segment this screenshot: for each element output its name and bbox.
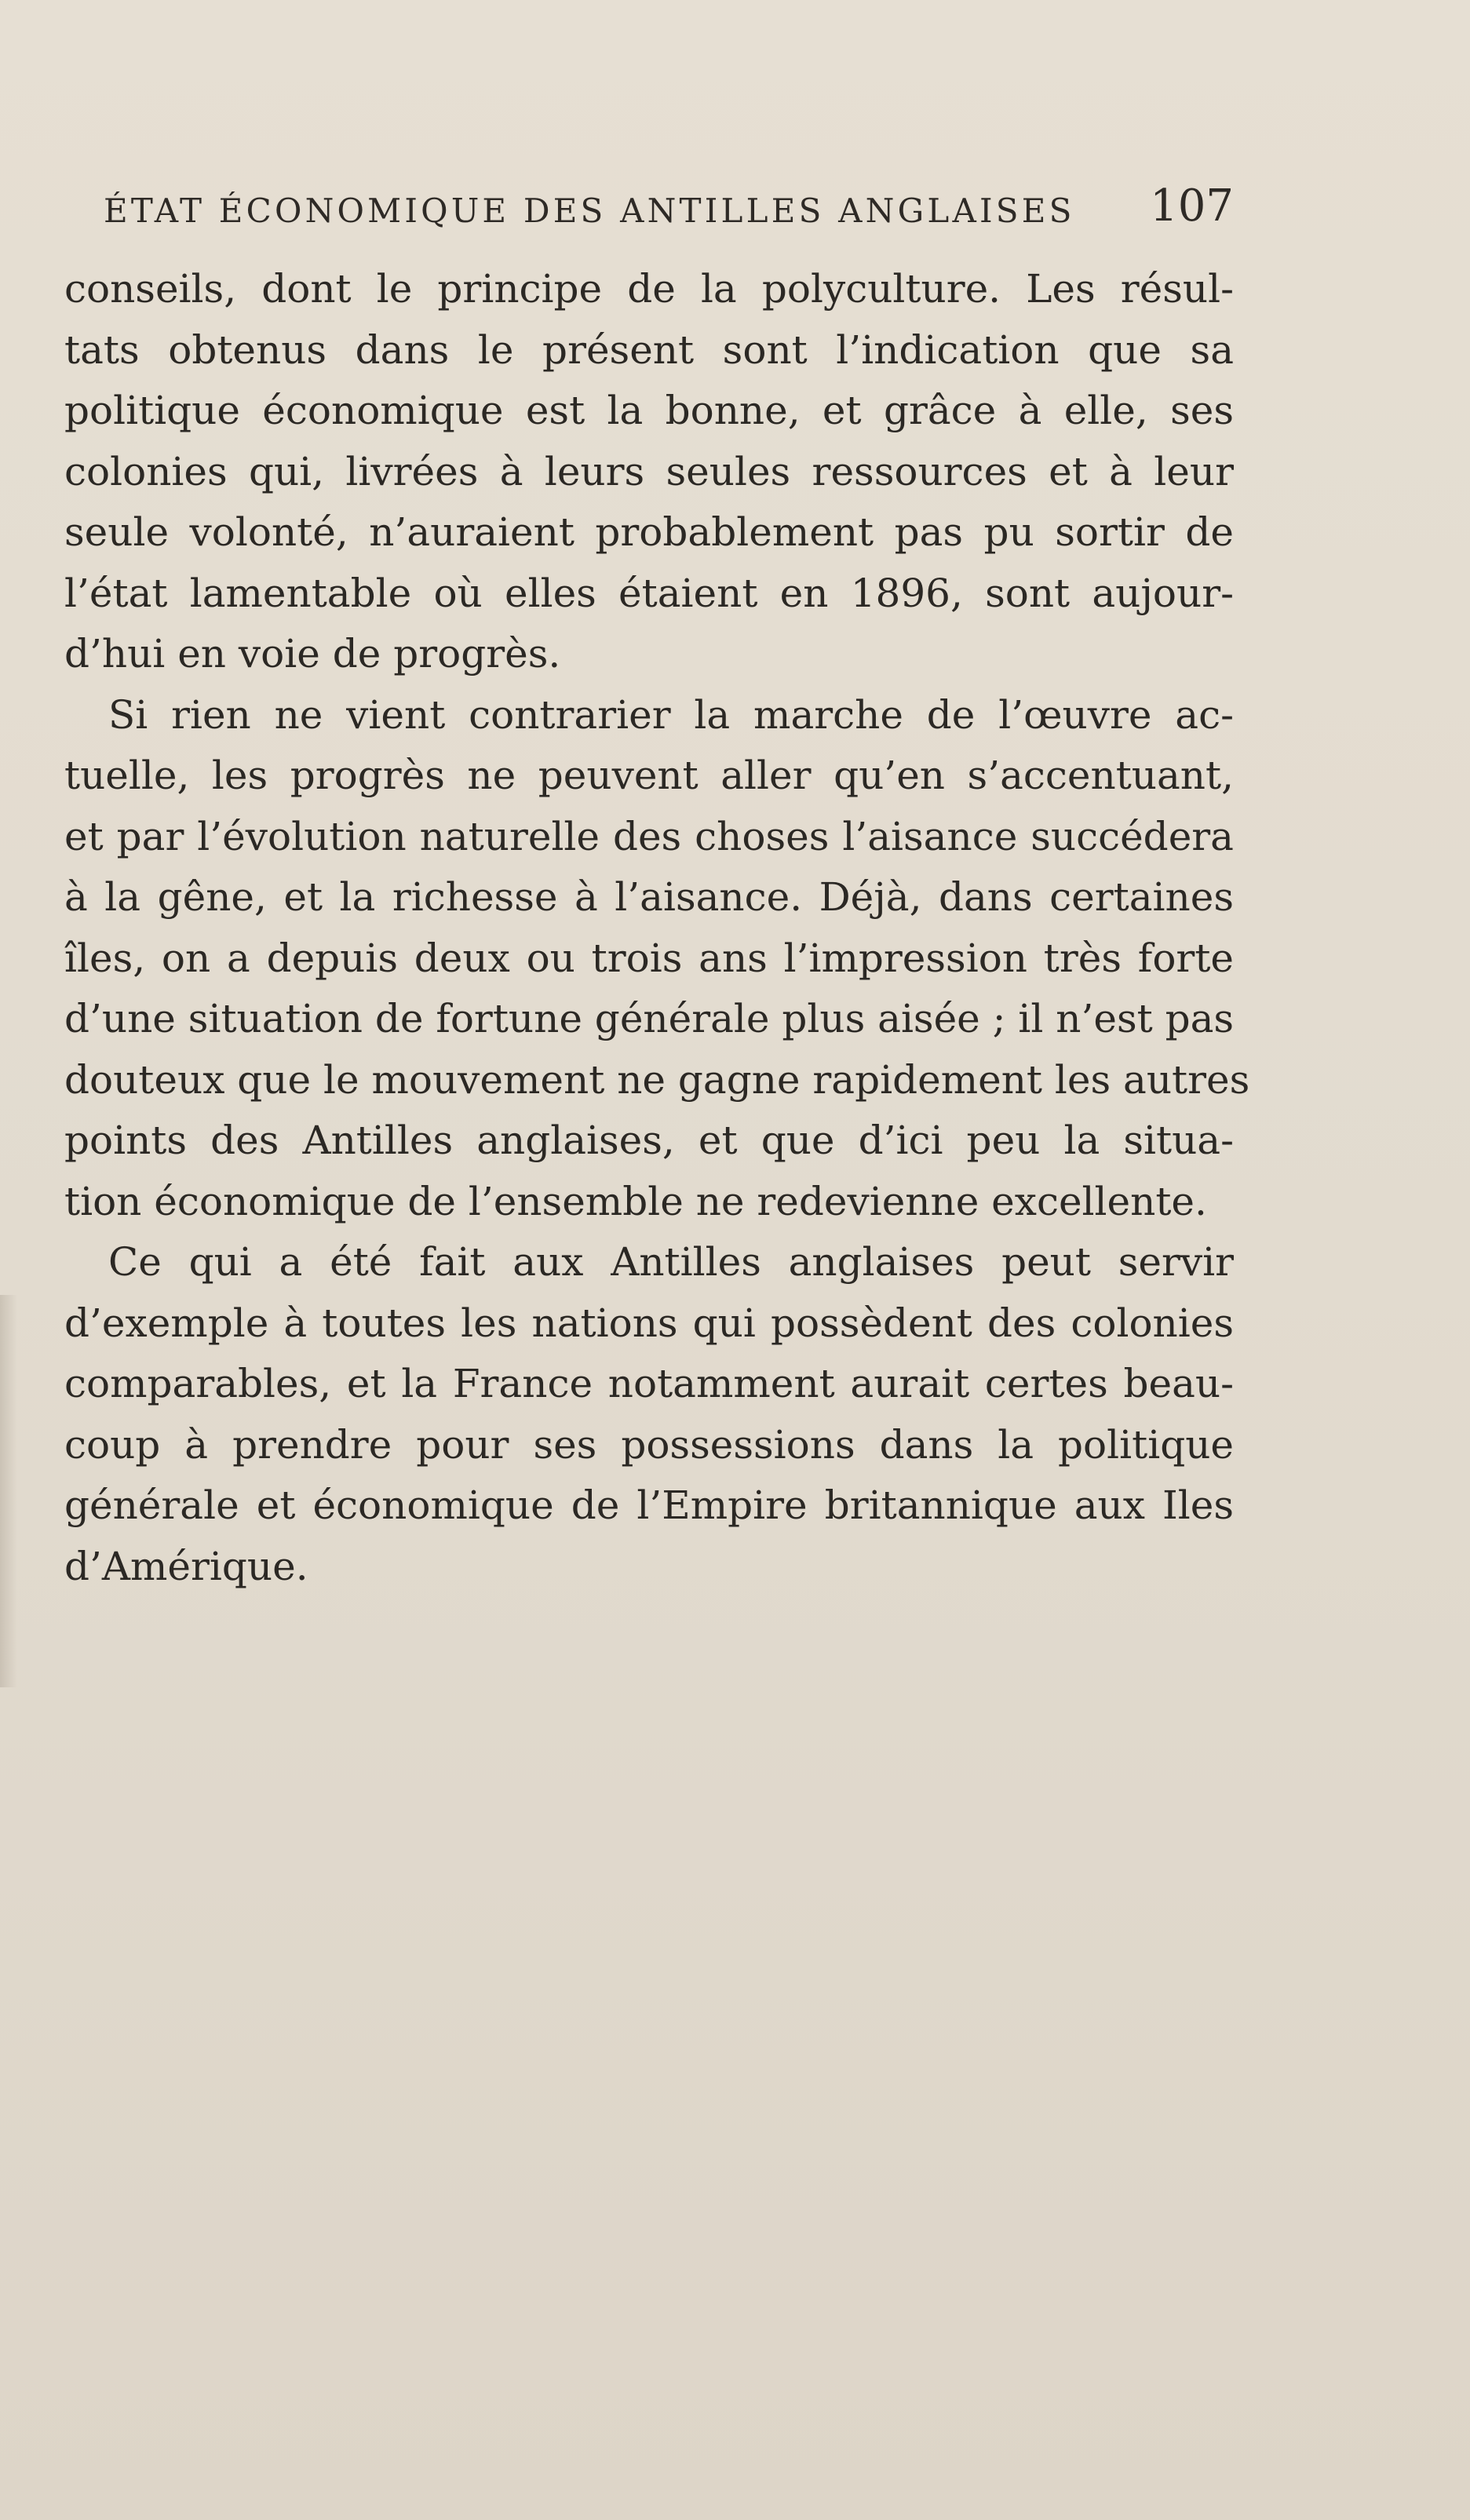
page-edge-shadow [0, 1295, 17, 1687]
text-line: coup à prendre pour ses possessions dans la politique [64, 1421, 1234, 1468]
text-line: tion économique de l’ensemble ne redevienne excellente. [64, 1178, 1207, 1224]
text-line: tuelle, les progrès ne peuvent aller qu’en s’accentuant, [64, 753, 1234, 798]
text-line: douteux que le mouvement ne gagne rapidement les autres [64, 1056, 1250, 1103]
text-line: politique économique est la bonne, et grâce à elle, ses [64, 388, 1234, 433]
page-number: 107 [1150, 181, 1234, 232]
text-line: Si rien ne vient contrarier la marche de l’œuvre ac- [108, 691, 1234, 738]
text-line: comparables, et la France notamment aurait certes beau- [64, 1361, 1234, 1406]
text-line: îles, on a depuis deux ou trois ans l’impression très forte [64, 935, 1234, 981]
text-line: et par l’évolution naturelle des choses l’aisance succédera [64, 813, 1234, 859]
text-line: Ce qui a été fait aux Antilles anglaises peut servir [108, 1239, 1234, 1285]
text-line: tats obtenus dans le présent sont l’indication que sa [64, 326, 1234, 373]
text-line: d’exemple à toutes les nations qui possèdent des colonies [64, 1300, 1234, 1346]
text-line: d’une situation de fortune générale plus aisée ; il n’est pas [64, 996, 1235, 1041]
body-text [64, 259, 1250, 1597]
page-header [64, 181, 1234, 232]
text-line: à la gêne, et la richesse à l’aisance. Déjà, dans certaines [64, 874, 1234, 920]
text-line: d’hui en voie de progrès. [64, 631, 561, 676]
text-line: d’Amérique. [64, 1543, 308, 1589]
text-line: l’état lamentable où elles étaient en 1896, sont aujour- [64, 570, 1234, 616]
text-line: générale et économique de l’Empire britannique aux Iles [64, 1482, 1234, 1528]
text-line: colonies qui, livrées à leurs seules ressources et à leur [64, 448, 1234, 494]
text-line: points des Antilles anglaises, et que d’ici peu la situa- [64, 1118, 1234, 1163]
text-line: seule volonté, n’auraient probablement pas pu sortir de [64, 509, 1234, 555]
running-title: ÉTAT ÉCONOMIQUE DES ANTILLES ANGLAISES [104, 191, 1075, 230]
text-line: conseils, dont le principe de la polyculture. Les résul- [64, 266, 1234, 312]
